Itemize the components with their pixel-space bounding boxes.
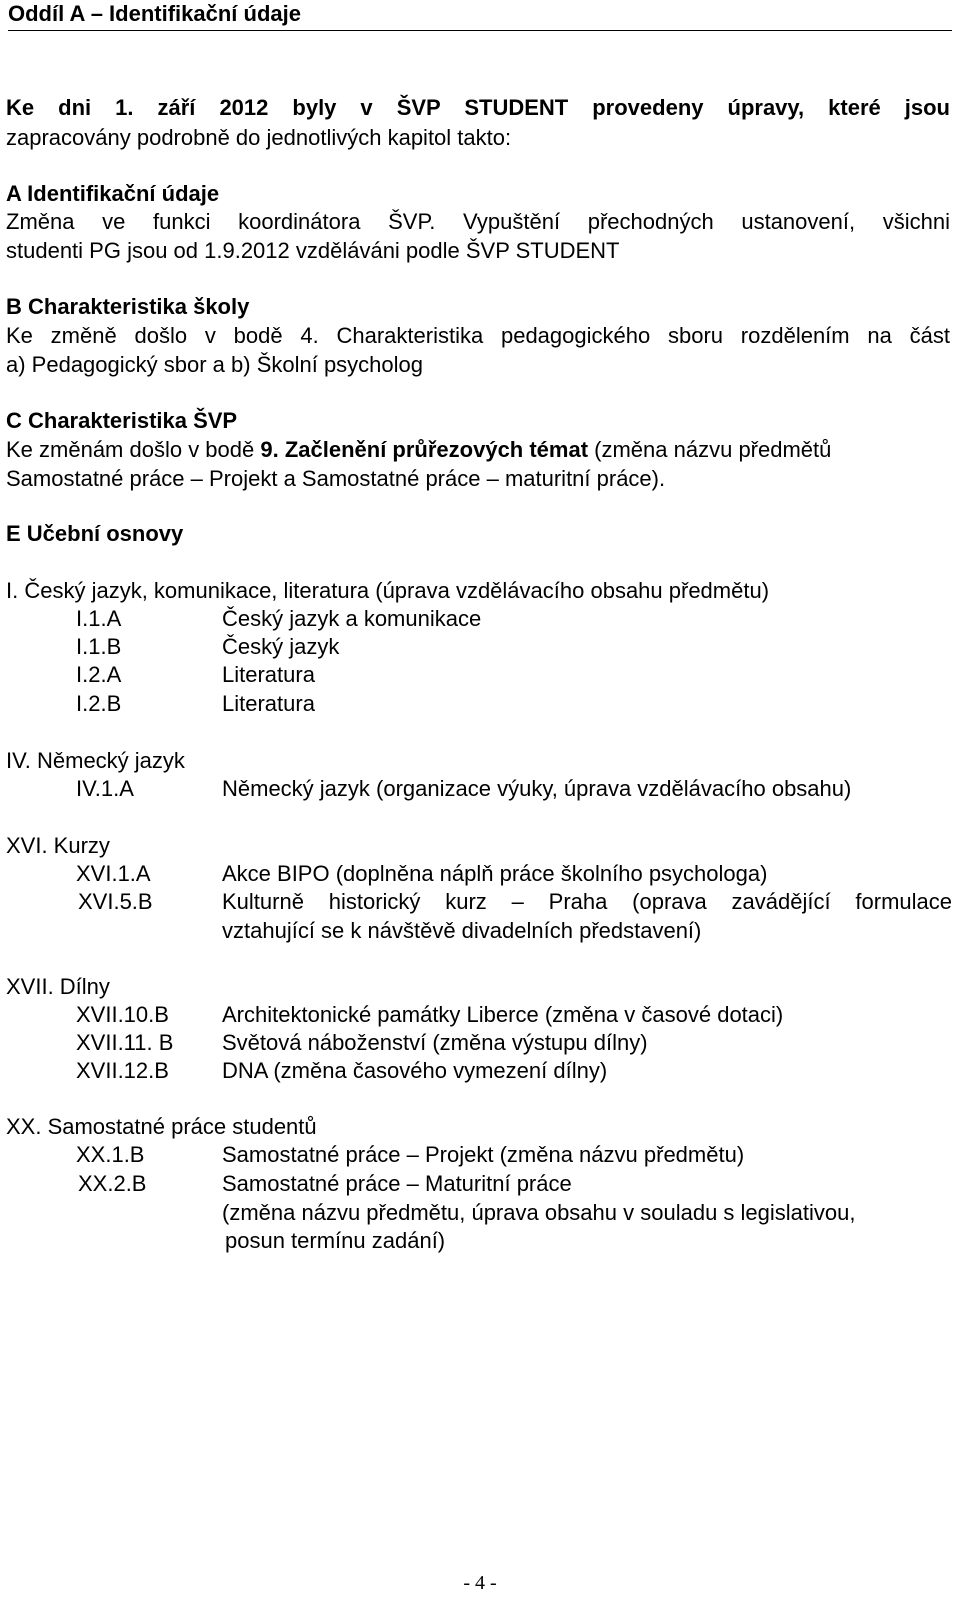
item-code: IV.1.A xyxy=(76,776,134,801)
item-desc: Architektonické památky Liberce (změna v časové dotaci) xyxy=(222,1002,784,1027)
section-c-line-1 xyxy=(6,436,831,464)
section-b-line-2: a) Pedagogický sbor a b) Školní psycholog xyxy=(6,352,424,377)
item-desc: Samostatné práce – Maturitní práce xyxy=(222,1171,572,1196)
intro-line-1 xyxy=(6,94,950,122)
item-desc: Akce BIPO (doplněna náplň práce školního psychologa) xyxy=(222,861,768,886)
item-desc: Český jazyk xyxy=(222,634,340,659)
item-code: XVII.11. B xyxy=(76,1030,174,1055)
item-desc: Literatura xyxy=(222,662,315,687)
item-code: XVII.12.B xyxy=(76,1058,169,1083)
intro-line-2: zapracovány podrobně do jednotlivých kapitol takto: xyxy=(6,125,512,150)
item-code: XVI.1.A xyxy=(76,861,151,886)
section-a-line-1 xyxy=(6,208,950,236)
intro-text-1: Ke dni 1. září 2012 byly v ŠVP STUDENT provedeny úpravy, které jsou xyxy=(6,95,950,120)
section-c-text-pre: Ke změnám došlo v bodě xyxy=(6,437,261,462)
group-i-title: I. Český jazyk, komunikace, literatura (úprava vzdělávacího obsahu předmětu) xyxy=(6,578,770,603)
section-c-line-2: Samostatné práce – Projekt a Samostatné práce – maturitní práce). xyxy=(6,466,666,491)
section-c-text-bold: 9. Začlenění průřezových témat xyxy=(260,437,589,462)
item-code: XVII.10.B xyxy=(76,1002,169,1027)
section-a-heading: A Identifikační údaje xyxy=(6,181,220,206)
item-desc: Český jazyk a komunikace xyxy=(222,606,482,631)
item-code: XX.1.B xyxy=(76,1142,145,1167)
item-desc-continued: (změna názvu předmětu, úprava obsahu v souladu s legislativou, xyxy=(222,1200,856,1225)
section-title: Oddíl A – Identifikační údaje xyxy=(8,0,952,31)
item-desc: DNA (změna časového vymezení dílny) xyxy=(222,1058,608,1083)
page-number: - 4 - xyxy=(463,1572,497,1594)
section-b-text-1: Ke změně došlo v bodě 4. Charakteristika pedagogického sboru rozdělením na část xyxy=(6,323,950,348)
item-code: XVI.5.B xyxy=(78,889,153,914)
section-c-heading: C Charakteristika ŠVP xyxy=(6,408,238,433)
item-code: I.1.B xyxy=(76,634,122,659)
item-desc: Literatura xyxy=(222,691,315,716)
item-desc-text: Kulturně historický kurz – Praha (oprava zavádějící formulace xyxy=(222,889,952,914)
item-code: I.2.B xyxy=(76,691,122,716)
section-b-heading: B Charakteristika školy xyxy=(6,294,250,319)
item-code: I.1.A xyxy=(76,606,122,631)
section-e-heading: E Učební osnovy xyxy=(6,521,184,546)
section-a-text-1: Změna ve funkci koordinátora ŠVP. Vypuštění přechodných ustanovení, všichni xyxy=(6,209,950,234)
item-desc-continued: posun termínu zadání) xyxy=(225,1228,446,1253)
item-desc xyxy=(222,888,952,916)
item-desc: Německý jazyk (organizace výuky, úprava vzdělávacího obsahu) xyxy=(222,776,852,801)
item-desc-continued: vztahující se k návštěvě divadelních představení) xyxy=(222,918,702,943)
item-code: I.2.A xyxy=(76,662,122,687)
section-c-text-post: (změna názvu předmětů xyxy=(588,437,832,462)
section-a-line-2: studenti PG jsou od 1.9.2012 vzděláváni podle ŠVP STUDENT xyxy=(6,238,620,263)
group-iv-title: IV. Německý jazyk xyxy=(6,748,185,773)
group-xvii-title: XVII. Dílny xyxy=(6,974,110,999)
item-code: XX.2.B xyxy=(78,1171,147,1196)
group-xvi-title: XVI. Kurzy xyxy=(6,833,110,858)
section-b-line-1 xyxy=(6,322,950,350)
item-desc: Samostatné práce – Projekt (změna názvu předmětu) xyxy=(222,1142,745,1167)
item-desc: Světová náboženství (změna výstupu dílny) xyxy=(222,1030,648,1055)
group-xx-title: XX. Samostatné práce studentů xyxy=(6,1114,317,1139)
